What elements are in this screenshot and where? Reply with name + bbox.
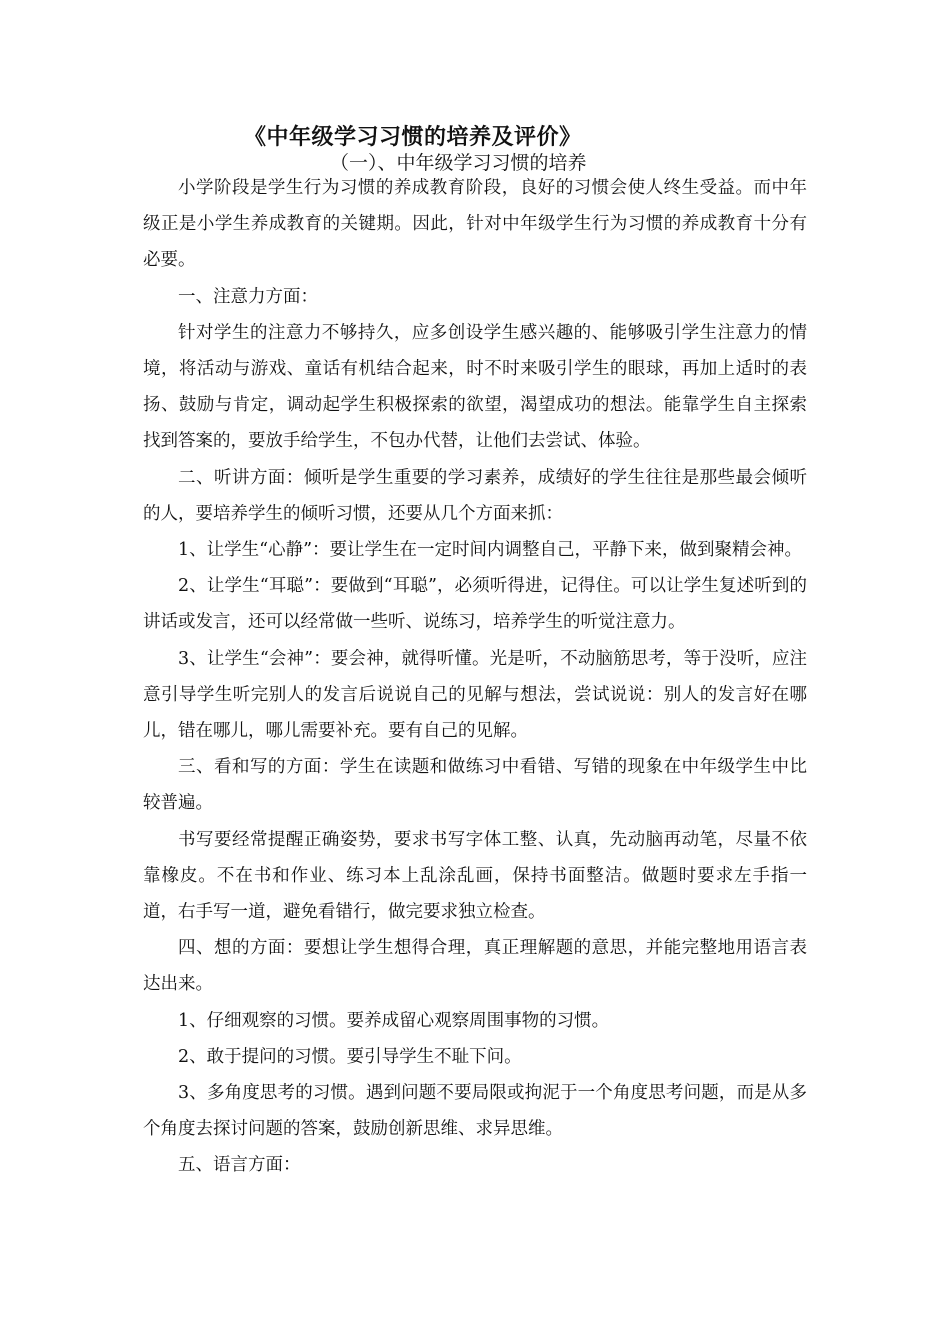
heading-language: 五、语言方面： bbox=[178, 1155, 301, 1176]
listening-item-1: 1、让学生“心静”：要让学生在一定时间内调整自己，平静下来，做到聚精会神。 bbox=[178, 540, 803, 561]
heading-reading-writing: 三、看和写的方面：学生在读题和做练习中看错、写错的现象在中年级学生中比较普遍。 bbox=[143, 757, 807, 814]
intro-paragraph: 小学阶段是学生行为习惯的养成教育阶段，良好的习惯会使人终生受益。而中年级正是小学生养成教育的关键期。因此，针对中年级学生行为习惯的养成教育十分有必要。 bbox=[143, 178, 807, 271]
heading-thinking: 四、想的方面：要想让学生想得合理，真正理解题的意思，并能完整地用语言表达出来。 bbox=[143, 938, 807, 995]
attention-paragraph: 针对学生的注意力不够持久，应多创设学生感兴趣的、能够吸引学生注意力的情境，将活动与游戏、童话有机结合起来，时不时来吸引学生的眼球，再加上适时的表扬、鼓励与肯定，调动起学生积极探索的欲望，渴望成功的想法。能靠学生自主探索找到答案的，要放手给学生，不包办代替，让他们去尝试、体验。 bbox=[143, 322, 807, 452]
listening-item-3: 3、让学生“会神”：要会神，就得听懂。光是听，不动脑筋思考，等于没听，应注意引导学生听完别人的发言后说说自己的见解与想法，尝试说说：别人的发言好在哪儿，错在哪儿，哪儿需要补充。要有自己的见解。 bbox=[143, 648, 807, 742]
heading-listening: 二、听讲方面：倾听是学生重要的学习素养，成绩好的学生往往是那些最会倾听的人，要培养学生的倾听习惯，还要从几个方面来抓： bbox=[143, 467, 807, 524]
document-body bbox=[143, 170, 807, 1184]
thinking-item-3: 3、多角度思考的习惯。遇到问题不要局限或拘泥于一个角度思考问题，而是从多个角度去探讨问题的答案，鼓励创新思维、求异思维。 bbox=[143, 1083, 807, 1140]
thinking-item-2: 2、敢于提问的习惯。要引导学生不耻下问。 bbox=[178, 1046, 522, 1067]
section-heading: （一）、中年级学习习惯的培养 bbox=[330, 152, 587, 174]
thinking-item-1: 1、仔细观察的习惯。要养成留心观察周围事物的习惯。 bbox=[178, 1010, 610, 1031]
heading-attention: 一、注意力方面： bbox=[178, 286, 318, 307]
listening-item-2: 2、让学生“耳聪”：要做到“耳聪”，必须听得进，记得住。可以让学生复述听到的讲话或发言，还可以经常做一些听、说练习，培养学生的听觉注意力。 bbox=[143, 576, 807, 633]
writing-paragraph: 书写要经常提醒正确姿势，要求书写字体工整、认真，先动脑再动笔，尽量不依靠橡皮。不在书和作业、练习本上乱涂乱画，保持书面整洁。做题时要求左手指一道，右手写一道，避免看错行，做完要求独立检查。 bbox=[143, 829, 807, 923]
document-title: 《中年级学习习惯的培养及评价》 bbox=[244, 124, 582, 150]
